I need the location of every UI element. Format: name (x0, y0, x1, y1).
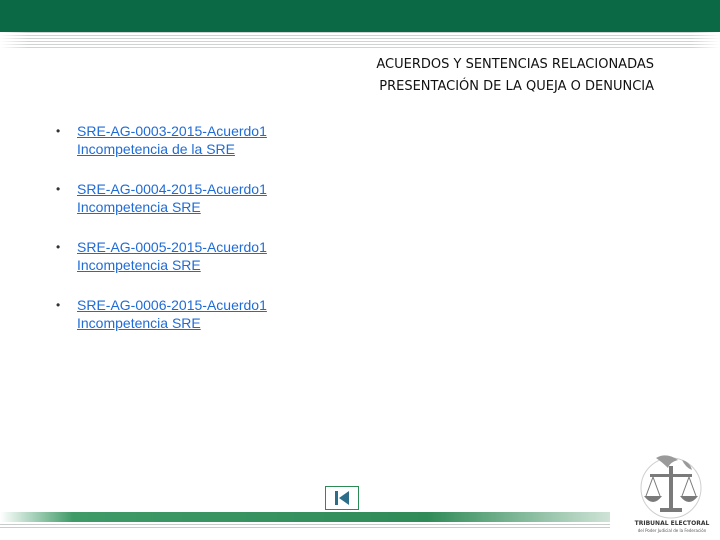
link-list (52, 122, 267, 354)
page-title (376, 54, 654, 98)
link-label: SRE-AG-0003-2015-Acuerdo1 (77, 123, 267, 139)
logo-subtitle: del Poder Judicial de la Federación (637, 528, 707, 533)
link-sublabel: Incompetencia SRE (77, 257, 201, 273)
list-item (52, 296, 267, 332)
link-label: SRE-AG-0004-2015-Acuerdo1 (77, 181, 267, 197)
document-link[interactable] (77, 238, 267, 274)
link-label: SRE-AG-0006-2015-Acuerdo1 (77, 297, 267, 313)
bullet: • (56, 240, 61, 254)
link-label: SRE-AG-0005-2015-Acuerdo1 (77, 239, 267, 255)
bullet: • (56, 182, 61, 196)
skip-to-first-icon (332, 489, 352, 507)
list-item (52, 238, 267, 274)
link-sublabel: Incompetencia SRE (77, 315, 201, 331)
list-item (52, 180, 267, 216)
footer-stripe (0, 512, 610, 522)
list-item (52, 122, 267, 158)
document-link[interactable] (77, 122, 267, 158)
bullet: • (56, 124, 61, 138)
first-slide-button[interactable] (325, 486, 359, 510)
header-bar (0, 0, 720, 32)
document-link[interactable] (77, 180, 267, 216)
bullet: • (56, 298, 61, 312)
title-line-1: ACUERDOS Y SENTENCIAS RELACIONADAS (376, 57, 654, 72)
footer-lines (0, 524, 610, 530)
link-sublabel: Incompetencia SRE (77, 199, 201, 215)
logo-name: TRIBUNAL ELECTORAL (634, 520, 710, 527)
link-sublabel: Incompetencia de la SRE (77, 141, 235, 157)
document-link[interactable] (77, 296, 267, 332)
header-stripe (0, 32, 720, 50)
title-line-2: PRESENTACIÓN DE LA QUEJA O DENUNCIA (379, 79, 654, 94)
